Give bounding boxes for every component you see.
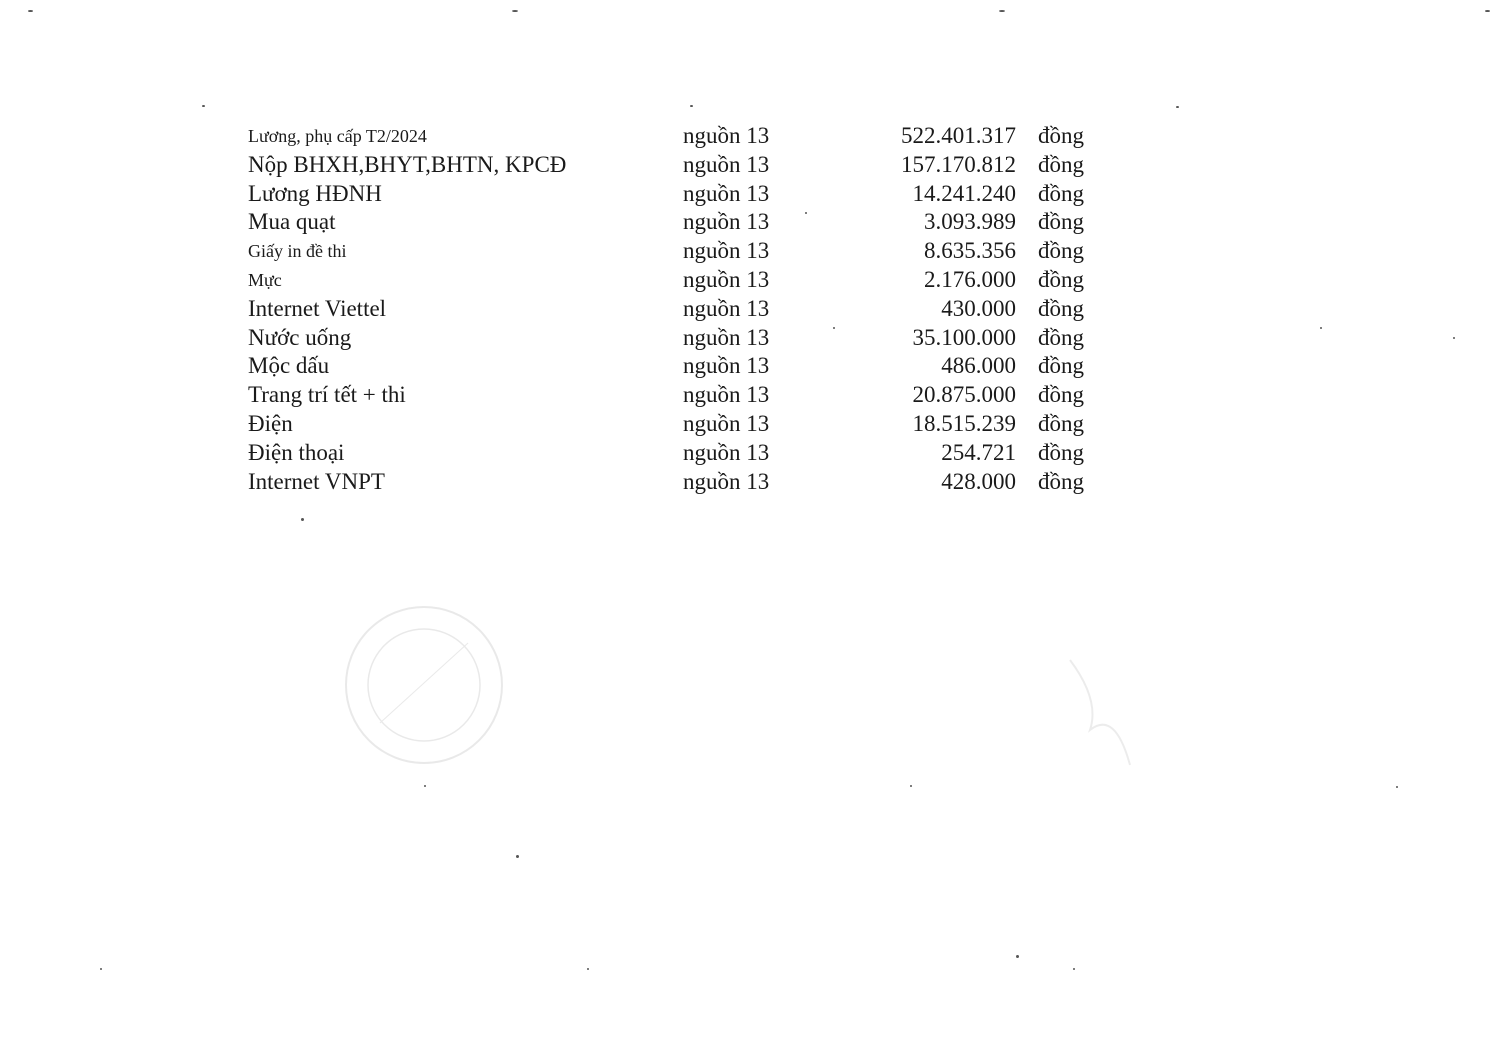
row-description: Nước uống (248, 324, 352, 350)
scan-speck (301, 518, 304, 521)
row-description: Giấy in đề thi (248, 241, 347, 262)
row-source: nguồn 13 (683, 468, 770, 494)
stamp-seal-icon (340, 603, 508, 767)
scan-speck (424, 785, 426, 787)
scan-speck (1485, 10, 1490, 12)
row-unit: đồng (1038, 439, 1084, 465)
scan-speck (910, 785, 912, 787)
row-source: nguồn 13 (683, 123, 770, 148)
row-source: nguồn 13 (683, 266, 770, 292)
row-amount: 18.515.239 (912, 410, 1016, 436)
row-description: Điện thoại (248, 439, 345, 465)
row-unit: đồng (1038, 382, 1084, 408)
table-row (248, 151, 1098, 180)
row-unit: đồng (1038, 410, 1084, 436)
table-row (248, 266, 1098, 295)
scan-speck (1073, 968, 1075, 970)
row-unit: đồng (1038, 209, 1084, 235)
row-unit: đồng (1038, 468, 1084, 494)
row-description: Mua quạt (248, 209, 336, 235)
row-description: Lương HĐNH (248, 180, 382, 206)
row-amount: 486.000 (941, 353, 1016, 379)
row-amount: 430.000 (941, 295, 1016, 321)
row-source: nguồn 13 (683, 353, 770, 379)
row-amount: 157.170.812 (901, 151, 1016, 177)
scan-speck (833, 327, 835, 329)
row-description: Trang trí tết + thi (248, 382, 406, 408)
table-row (248, 324, 1098, 353)
row-amount: 522.401.317 (901, 123, 1016, 148)
row-unit: đồng (1038, 324, 1084, 350)
row-amount: 3.093.989 (924, 209, 1016, 235)
table-row (248, 180, 1098, 209)
table-row (248, 208, 1098, 237)
row-unit: đồng (1038, 238, 1084, 264)
row-description: Lương, phụ cấp T2/2024 (248, 126, 427, 146)
row-source: nguồn 13 (683, 439, 770, 465)
row-description: Internet VNPT (248, 468, 385, 494)
scan-speck (512, 10, 518, 12)
table-row (248, 468, 1098, 497)
scan-speck (1320, 327, 1322, 329)
row-amount: 20.875.000 (912, 382, 1016, 408)
row-unit: đồng (1038, 180, 1084, 206)
table-row (248, 439, 1098, 468)
scan-speck (999, 10, 1005, 12)
row-amount: 428.000 (941, 468, 1016, 494)
row-description: Mộc dấu (248, 353, 330, 379)
row-amount: 14.241.240 (912, 180, 1016, 206)
scan-speck (1396, 786, 1398, 788)
scan-speck (516, 855, 519, 858)
row-description: Internet Viettel (248, 295, 387, 321)
table-row (248, 237, 1098, 266)
row-description: Mực (248, 269, 282, 290)
signature-icon (1060, 640, 1150, 770)
table-row (248, 352, 1098, 381)
table-row (248, 122, 1098, 151)
row-source: nguồn 13 (683, 382, 770, 408)
table-row (248, 381, 1098, 410)
row-unit: đồng (1038, 151, 1084, 177)
row-source: nguồn 13 (683, 324, 770, 350)
scan-speck (1016, 955, 1019, 958)
scan-speck (28, 10, 33, 12)
row-amount: 254.721 (941, 439, 1016, 465)
scan-speck (587, 968, 589, 970)
table-row (248, 295, 1098, 324)
row-source: nguồn 13 (683, 295, 770, 321)
row-amount: 35.100.000 (912, 324, 1016, 350)
table-row (248, 410, 1098, 439)
row-description: Điện (248, 410, 293, 436)
expense-table (248, 122, 1098, 496)
row-source: nguồn 13 (683, 151, 770, 177)
scan-speck (100, 968, 102, 970)
row-amount: 8.635.356 (924, 238, 1016, 264)
row-unit: đồng (1038, 353, 1084, 379)
scan-speck (1453, 337, 1455, 339)
row-unit: đồng (1038, 295, 1084, 321)
scan-speck (1176, 106, 1179, 108)
row-description: Nộp BHXH,BHYT,BHTN, KPCĐ (248, 151, 567, 177)
row-source: nguồn 13 (683, 209, 770, 235)
scan-speck (805, 212, 807, 214)
row-unit: đồng (1038, 123, 1084, 148)
row-source: nguồn 13 (683, 410, 770, 436)
row-source: nguồn 13 (683, 238, 770, 264)
row-unit: đồng (1038, 266, 1084, 292)
row-amount: 2.176.000 (924, 266, 1016, 292)
row-source: nguồn 13 (683, 180, 770, 206)
scan-speck (202, 105, 205, 107)
scan-speck (690, 105, 693, 107)
